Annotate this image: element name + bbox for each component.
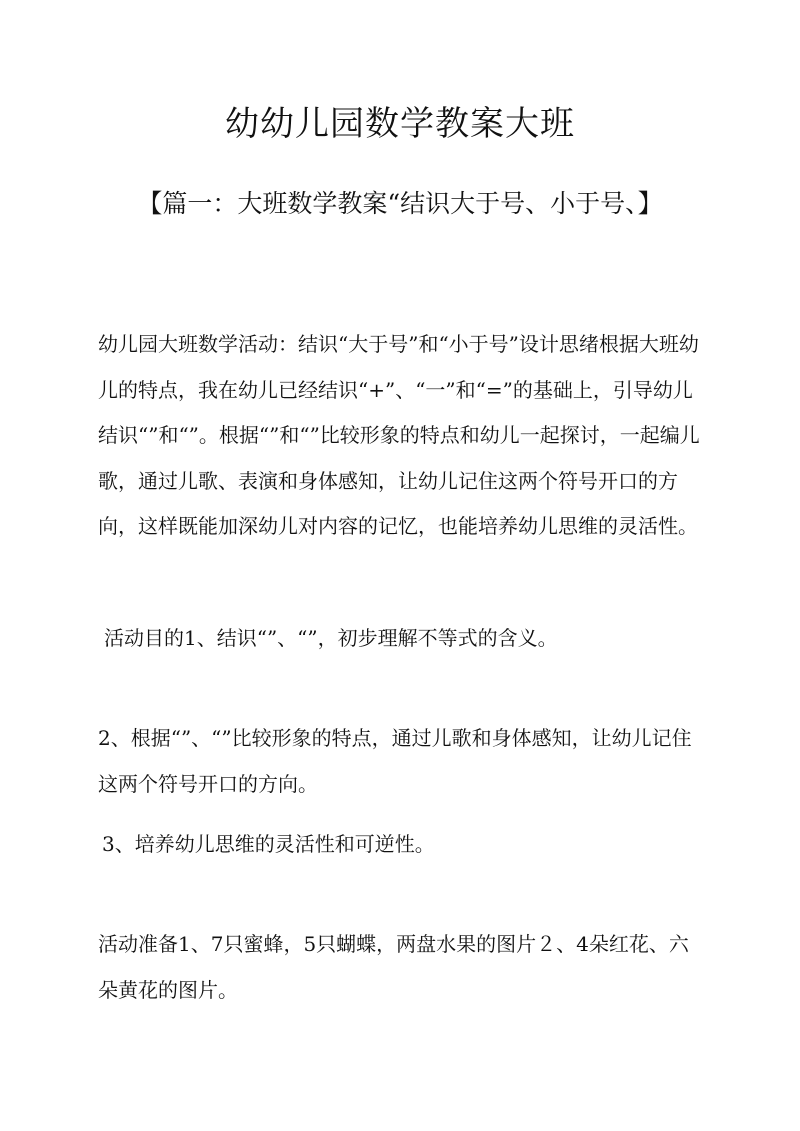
paragraph-design-rationale: 幼儿园大班数学活动：结识“大于号”和“小于号”设计思绪根据大班幼儿的特点，我在幼儿已经结识“+”、“一”和“=”的基础上，引导幼儿结识“”和“”。根据“”和“”比较形象的特点和幼儿一起探讨，一起编儿歌，通过儿歌、表演和身体感知，让幼儿记住这两个符号开口的方向，这样既能加深幼儿对内容的记忆，也能培养幼儿思维的灵活性。 [98, 332, 700, 538]
paragraph-preparation: 活动准备1、7只蜜蜂，5只蝴蝶，两盘水果的图片２、4朵红花、六朵黄花的图片。 [98, 932, 689, 1002]
paragraph-objective-3: 3、培养幼儿思维的灵活性和可逆性。 [102, 832, 435, 856]
paragraph-objective-2: 2、根据“”、“”比较形象的特点，通过儿歌和身体感知，让幼儿记住这两个符号开口的方向。 [98, 726, 692, 796]
paragraph-objective-1: 活动目的1、结识“”、“”，初步理解不等式的含义。 [104, 626, 558, 650]
document-title: 幼幼儿园数学教案大班 [225, 104, 575, 144]
document-subtitle: 【篇一：大班数学教案“结识大于号、小于号、】 [137, 189, 663, 218]
